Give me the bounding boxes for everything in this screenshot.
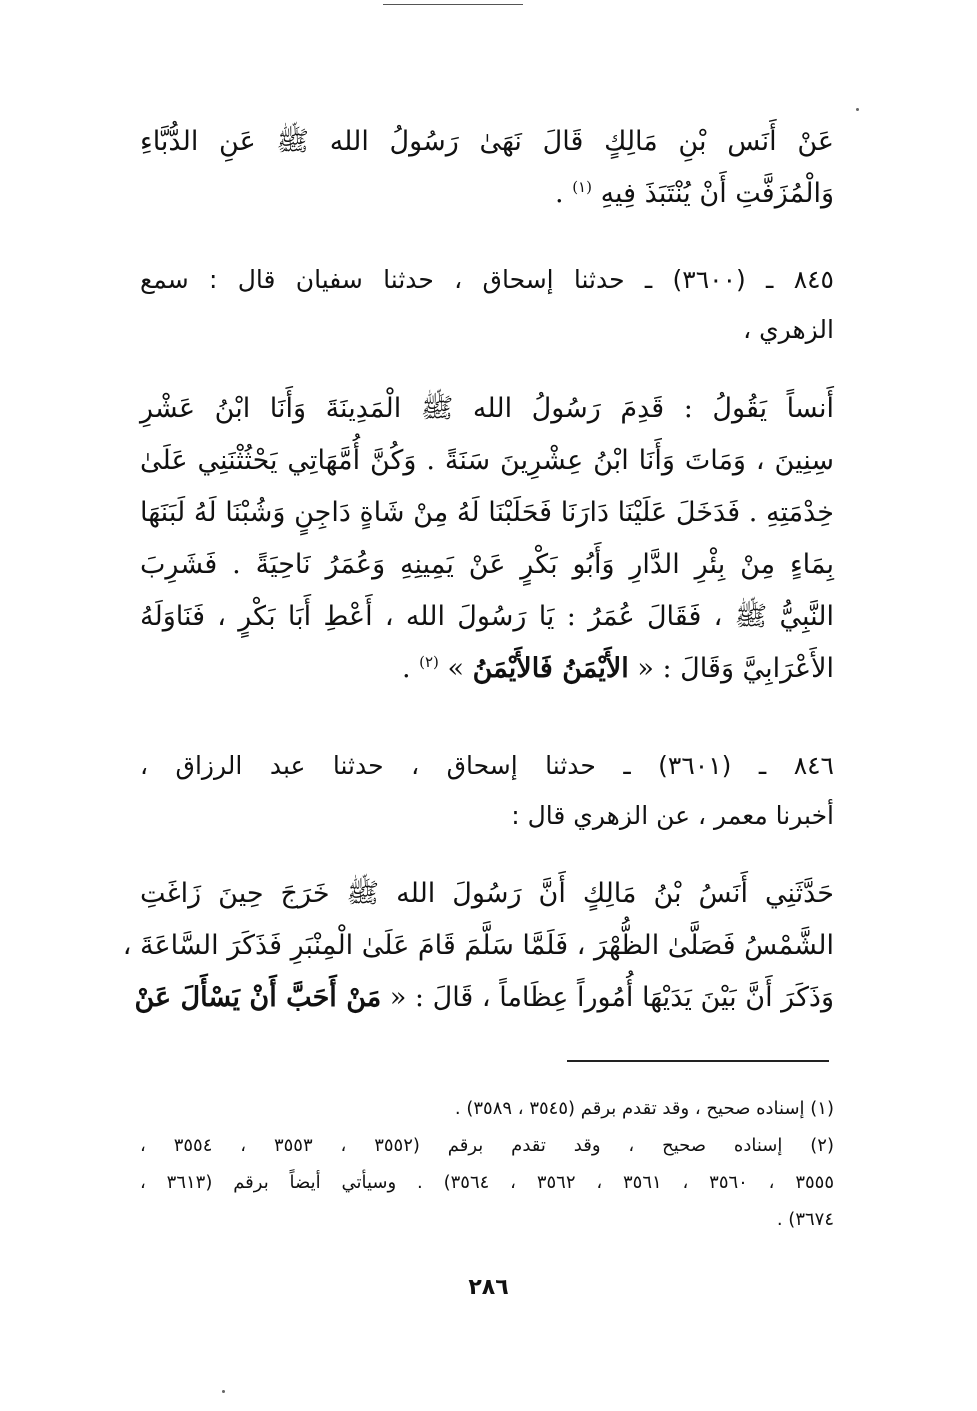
quote-close: » xyxy=(447,653,465,684)
footnote-2-end: ٣٦٧٤) . xyxy=(776,1209,834,1230)
text-line-last xyxy=(140,643,834,695)
hadith-844-text xyxy=(140,116,834,220)
hadith-846-text xyxy=(122,868,834,1024)
isnad-line: الزهري ، xyxy=(743,315,834,344)
isnad-line: أخبرنا معمر ، عن الزهري قال : xyxy=(511,801,834,830)
prophetic-quote: مَنْ أَحَبَّ أَنْ يَسْأَلَ عَنْ xyxy=(134,982,382,1013)
isnad-line: ٨٤٦ ـ (٣٦٠١) ـ حدثنا إسحاق ، حدثنا عبد الرزاق ، xyxy=(140,751,834,780)
footnote-2: (٢) إسناده صحيح ، وقد تقدم برقم (٣٥٥٢ ، ٣٥٥٣ ، ٣٥٥٤ ، xyxy=(140,1135,834,1156)
isnad-line: ٨٤٥ ـ (٣٦٠٠) ـ حدثنا إسحاق ، حدثنا سفيان قال : سمع xyxy=(140,265,834,294)
text-line: بِمَاءٍ مِنْ بِئْرِ الدَّارِ وَأَبُو بَكْرٍ عَنْ يَمِينِهِ وَعُمَرُ نَاحِيَةً . فَشَرِبَ xyxy=(140,549,834,580)
text-line: سِنِينَ ، وَمَاتَ وَأَنَا ابْنُ عِشْرِينَ سَنَةً . وَكُنَّ أُمَّهَاتِي يَحْثُثْنَنِي عَلَىٰ xyxy=(140,445,834,476)
sentence-end: . xyxy=(555,178,573,209)
text-line-last xyxy=(140,168,834,220)
isnad-846 xyxy=(140,741,834,841)
hadith-845-text xyxy=(140,383,834,695)
isnad-845 xyxy=(140,255,834,355)
prophetic-quote: الأَيْمَنُ فَالأَيْمَنُ xyxy=(472,653,629,684)
footnotes xyxy=(140,1090,834,1238)
page-number: ٢٨٦ xyxy=(468,1275,509,1300)
sentence-end: . xyxy=(401,653,420,684)
text-line: حَدَّثَنِي أَنَسُ بْنُ مَالِكٍ أَنَّ رَسُولَ الله ﷺ خَرَجَ حِينَ زَاغَتِ xyxy=(140,878,834,909)
text-line: أَنساً يَقُولُ : قَدِمَ رَسُولُ الله ﷺ الْمَدِينَةَ وَأَنَا ابْنُ عَشْرِ xyxy=(140,393,834,424)
text-line-last xyxy=(134,972,834,1024)
text-line: الأَعْرَابِيَّ وَقَالَ : « xyxy=(637,653,834,684)
footnote-2-continued: ٣٥٥٥ ، ٣٥٦٠ ، ٣٥٦١ ، ٣٥٦٢ ، ٣٥٦٤) . وسيأتي أيضاً برقم (٣٦١٣ ، xyxy=(140,1172,834,1193)
text-line: خِدْمَتِهِ . فَدَخَلَ عَلَيْنَا دَارَنَا فَحَلَبْنَا لَهُ مِنْ شَاةٍ دَاجِنٍ وَشُبْنَا لَهُ لَبَنَهَا xyxy=(140,497,834,528)
scan-speck xyxy=(222,1390,225,1393)
text-line: النَّبِيُّ ﷺ ، فَقَالَ عُمَرُ : يَا رَسُولَ الله ، أَعْطِ أَبَا بَكْرٍ ، فَنَاوَلَهُ xyxy=(140,601,834,632)
text-line: وَذَكَرَ أَنَّ بَيْنَ يَدَيْهَا أُمُوراً عِظَاماً ، قَالَ : « xyxy=(389,982,834,1013)
footnote-1: (١) إسناده صحيح ، وقد تقدم برقم (٣٥٤٥ ، ٣٥٨٩) . xyxy=(454,1098,834,1119)
text-line: عَنْ أَنَس بْنِ مَالِكٍ قَالَ نَهَىٰ رَسُولُ الله ﷺ عَنِ الدُّبَّاءِ xyxy=(140,126,834,157)
top-rule xyxy=(383,4,523,5)
footnote-separator xyxy=(567,1060,829,1062)
text-line: الشَّمْسُ فَصَلَّىٰ الظُّهْرَ ، فَلَمَّا سَلَّمَ قَامَ عَلَىٰ الْمِنْبَرِ فَذَكَرَ السَّاعَةَ ، xyxy=(122,930,834,961)
footnote-ref-2[interactable]: (٢) xyxy=(419,653,439,671)
scan-speck xyxy=(856,108,859,111)
footnote-ref-1[interactable]: (١) xyxy=(572,178,592,196)
text-line: وَالْمُزَفَّتِ أَنْ يُنْتَبَذَ فِيهِ xyxy=(600,178,834,209)
